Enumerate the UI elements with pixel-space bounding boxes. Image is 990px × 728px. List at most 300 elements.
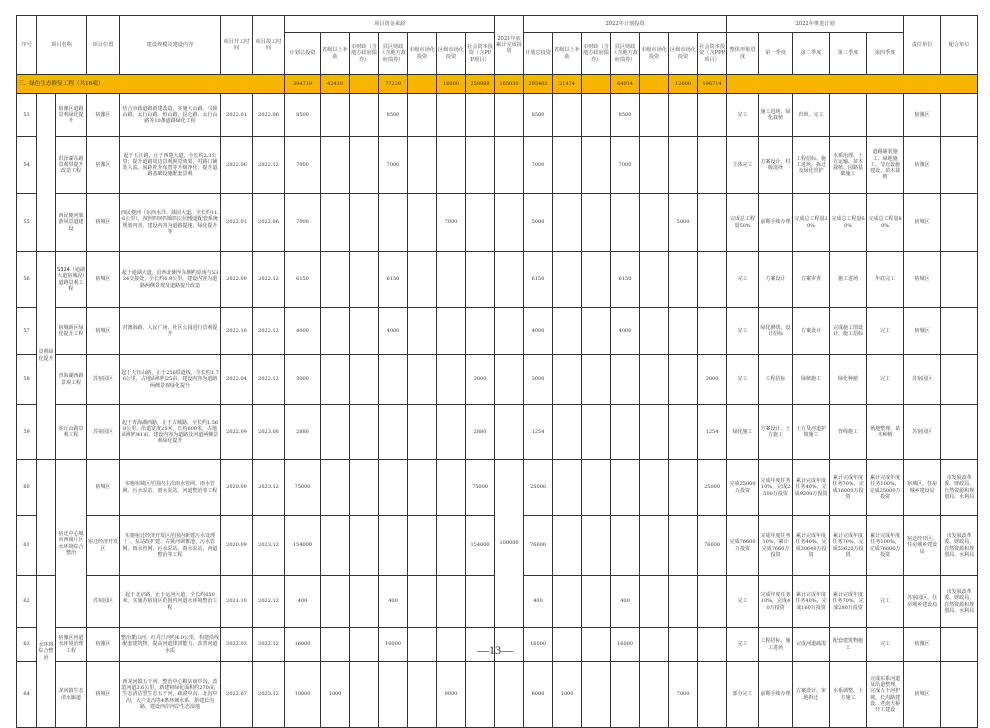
- plan-value: [582, 252, 611, 308]
- progress-overall: 完成76600万投资: [727, 516, 759, 576]
- plan-value: [698, 252, 727, 308]
- progress-overall: 完工: [727, 355, 759, 405]
- project-content: 西民便河（东西水洋、蒲园大道、全长约11.6公里），按照四环四廊四公园慢道配套系统规划内容，建设内容为道路提速、绿化提升等: [120, 194, 221, 252]
- plan-value: 8000: [524, 662, 553, 728]
- fund-value: [321, 355, 350, 405]
- plan-value: 1254: [698, 405, 727, 460]
- plan-value: [640, 516, 669, 576]
- plan-value: [582, 405, 611, 460]
- fund-value: 7000: [437, 194, 466, 252]
- fund-value: [408, 355, 437, 405]
- fund-value: [350, 252, 379, 308]
- fund-value: [350, 662, 379, 728]
- progress-q4: 场地整理、苗木种植: [867, 405, 904, 460]
- plan-value: [698, 94, 727, 137]
- progress-coop: 市发展改革委、财政局、自然资源和规划局、水利局: [941, 576, 978, 628]
- progress-q3: 水系治理、土方运输、苗木栽植、园路基础施工: [830, 137, 867, 194]
- progress-q2: 完成河道疏浚: [793, 628, 830, 662]
- fund-value: 8500: [379, 94, 408, 137]
- header-fund-col: 区级市场化投资: [437, 33, 466, 75]
- fund-value: [408, 137, 437, 194]
- header-end: 项目竣工时间: [253, 16, 285, 75]
- plan-value: [553, 516, 582, 576]
- header-plan-col: 市级市场化投资: [640, 33, 669, 75]
- plan-value: [640, 308, 669, 355]
- plan-value: [698, 308, 727, 355]
- progress-overall: 部分完工: [727, 662, 759, 728]
- progress-overall: 完工: [727, 628, 759, 662]
- progress-q4: 累计完成年度任务100%，完成76600万投资: [867, 516, 904, 576]
- progress-q4: 年底完工: [867, 252, 904, 308]
- progress-resp: 宿城区: [904, 194, 941, 252]
- project-location: 宿城区: [87, 662, 120, 728]
- fund-value: [379, 516, 408, 576]
- progress-overall: 绿化施工: [727, 405, 759, 460]
- fund-value: [408, 576, 437, 628]
- progress-q4: 完工: [867, 308, 904, 355]
- plan-value: [698, 137, 727, 194]
- done-2021: [495, 308, 524, 355]
- plan-value: 8500: [524, 94, 553, 137]
- header-fund-col: 县区财政（含地方政府债券）: [379, 33, 408, 75]
- plan-value: [611, 194, 640, 252]
- row-seq: 54: [17, 137, 37, 194]
- fund-value: 4000: [285, 308, 321, 355]
- fund-value: [321, 405, 350, 460]
- progress-q1: 工程招标: [759, 355, 793, 405]
- progress-coop: [941, 252, 978, 308]
- fund-value: [321, 194, 350, 252]
- plan-value: [582, 516, 611, 576]
- table-row: [17, 194, 978, 252]
- category-blank: [37, 460, 56, 576]
- project-content: 结合市政道路新建改造，实施大山路、马陵山路、太行山路、恒山路、昆仑路、太行山路等10条道路绿化工程: [120, 94, 221, 137]
- section-plan-total: 64014: [611, 75, 640, 94]
- progress-q3: 完成总工程量60%: [830, 194, 867, 252]
- plan-value: 5000: [524, 194, 553, 252]
- done-2021: [495, 355, 524, 405]
- start-date: 2021.10: [221, 576, 253, 628]
- plan-value: 6150: [524, 252, 553, 308]
- fund-value: [408, 94, 437, 137]
- plan-value: 16000: [524, 628, 553, 662]
- fund-value: [350, 516, 379, 576]
- row-seq: 60: [17, 460, 37, 516]
- section-plan-total: 21474: [553, 75, 582, 94]
- progress-q3: 施工进场: [830, 252, 867, 308]
- plan-value: 4000: [611, 308, 640, 355]
- progress-overall: 完成总工程量50%: [727, 194, 759, 252]
- table-row: [17, 405, 978, 460]
- progress-q3: 完成施工图设计、施工招标: [830, 308, 867, 355]
- plan-value: 4000: [524, 308, 553, 355]
- plan-value: [640, 252, 669, 308]
- section-plan-total: [582, 75, 611, 94]
- end-date: 2022.12: [253, 252, 285, 308]
- project-content: 整治董山河、红丹江河约4.9公里，构建沿线配套建筑物，提高河道排涝能力，改善河道水质: [120, 628, 221, 662]
- fund-value: [379, 405, 408, 460]
- project-name: S324（通湖大道宿城段）道路景观工程: [56, 252, 87, 308]
- fund-value: [466, 252, 495, 308]
- start-date: 2020.09: [221, 516, 253, 576]
- project-name: 宿城新区绿化提升工程: [56, 308, 87, 355]
- plan-value: [669, 355, 698, 405]
- section-blank: [727, 75, 978, 94]
- fund-value: 400: [379, 576, 408, 628]
- plan-value: 7000: [524, 137, 553, 194]
- row-seq: 53: [17, 94, 37, 137]
- project-table: [16, 15, 978, 728]
- progress-resp: 宿城区、住房城乡建设局: [904, 460, 941, 516]
- table-row: [17, 355, 978, 405]
- header-progress-col: 第四季度: [867, 33, 904, 75]
- fund-value: 4000: [379, 308, 408, 355]
- progress-coop: [941, 194, 978, 252]
- fund-value: [466, 137, 495, 194]
- done-2021: [495, 252, 524, 308]
- plan-value: 400: [524, 576, 553, 628]
- header-funding-group: 项目资金来源: [285, 16, 495, 33]
- fund-value: [321, 252, 350, 308]
- plan-value: 1000: [553, 662, 582, 728]
- start-date: 2022.09: [221, 252, 253, 308]
- progress-q4: 完成总工程量80%: [867, 194, 904, 252]
- fund-value: [437, 308, 466, 355]
- end-date: 2022.06: [253, 94, 285, 137]
- plan-value: [669, 252, 698, 308]
- category-water: 水环境综合整治: [37, 576, 56, 728]
- fund-value: 8500: [285, 94, 321, 137]
- progress-q3: 累计完成年度任务70%，完成53620万投资: [830, 516, 867, 576]
- progress-coop: [941, 355, 978, 405]
- fund-value: 154000: [285, 516, 321, 576]
- row-seq: 59: [17, 405, 37, 460]
- project-content: 起于五汪路，止于西楚大道，全长约2.3公里；提升道路周边景观视觉效果，对路口铺装人流、间距补充布置等升级净化，提升道路基础设施配套景观: [120, 137, 221, 194]
- plan-value: [640, 576, 669, 628]
- fund-value: [466, 576, 495, 628]
- plan-value: [582, 94, 611, 137]
- start-date: 2022.07: [221, 662, 253, 728]
- project-name: 青海湖西路景观工程: [56, 355, 87, 405]
- plan-value: 76600: [524, 516, 553, 576]
- plan-value: 6150: [611, 252, 640, 308]
- progress-overall: 完成25000万投资: [727, 460, 759, 516]
- end-date: 2022.12: [253, 576, 285, 628]
- header-plan-col: 社会资本投资（含PPP项目）: [698, 33, 727, 75]
- plan-value: 3000: [698, 355, 727, 405]
- progress-q4: 完成东系河道及沿道整理，完成五干河护坡，长沟路建设，老南大桥开工建设: [867, 662, 904, 728]
- plan-value: 1254: [524, 405, 553, 460]
- header-2021-done: 2021年底累计完成投资: [495, 16, 524, 75]
- start-date: 2022.01: [221, 94, 253, 137]
- fund-value: 75000: [466, 460, 495, 516]
- plan-value: [611, 516, 640, 576]
- project-content: 实施宿城区范围内主次雨水管网、雨水管网、污水泵站、雨水泵站、河道整治等工程: [120, 460, 221, 516]
- fund-value: [321, 94, 350, 137]
- fund-value: 6150: [379, 252, 408, 308]
- section-row: [17, 75, 978, 94]
- plan-value: 25000: [524, 460, 553, 516]
- header-resp: 责任单位: [904, 16, 941, 75]
- fund-value: [350, 194, 379, 252]
- plan-value: 400: [611, 576, 640, 628]
- progress-q4: [867, 94, 904, 137]
- fund-value: [350, 308, 379, 355]
- progress-resp: 宿豫区: [904, 137, 941, 194]
- fund-value: [379, 194, 408, 252]
- fund-value: [408, 405, 437, 460]
- progress-resp: 宿城区: [904, 662, 941, 728]
- plan-value: 76600: [698, 516, 727, 576]
- progress-q1: 工程招标、施工进场: [759, 628, 793, 662]
- progress-resp: 苏宿园区: [904, 405, 941, 460]
- fund-value: [350, 405, 379, 460]
- plan-value: [553, 252, 582, 308]
- project-location: 苏宿园区: [87, 576, 120, 628]
- progress-q2: 绿植施工: [793, 355, 830, 405]
- progress-resp: 宿豫区: [904, 94, 941, 137]
- fund-value: [379, 662, 408, 728]
- end-date: 2022.06: [253, 194, 285, 252]
- start-date: 2022.06: [221, 137, 253, 194]
- end-date: 2023.12: [253, 516, 285, 576]
- fund-value: 10000: [285, 662, 321, 728]
- fund-value: [408, 194, 437, 252]
- fund-value: [321, 516, 350, 576]
- row-seq: 64: [17, 662, 37, 728]
- progress-resp: 宿迁经开区、住房城乡建设局: [904, 516, 941, 576]
- section-plan-total: [640, 75, 669, 94]
- project-name: 洪泽湖东路景观带提升改造工程: [56, 137, 87, 194]
- progress-q4: 完工: [867, 628, 904, 662]
- fund-value: [466, 662, 495, 728]
- progress-coop: 市发展改革委、财政局、自然资源和规划局、水利局: [941, 460, 978, 516]
- project-location: 宿豫区: [87, 137, 120, 194]
- plan-value: [582, 460, 611, 516]
- progress-q2: 累计完成年度任务40%，完成160万投资: [793, 576, 830, 628]
- plan-value: [669, 460, 698, 516]
- table-row: [17, 308, 978, 355]
- fund-value: 9000: [437, 662, 466, 728]
- progress-q3: 累计完成年度任务70%，完成280万投资: [830, 576, 867, 628]
- plan-value: [669, 94, 698, 137]
- fund-value: [437, 405, 466, 460]
- plan-value: [553, 137, 582, 194]
- progress-q1: 施工进场、绿化栽植: [759, 94, 793, 137]
- plan-value: [582, 576, 611, 628]
- table-row: [17, 137, 978, 194]
- plan-value: [698, 194, 727, 252]
- start-date: 2022.10: [221, 308, 253, 355]
- section-plan-total: 196714: [698, 75, 727, 94]
- project-name: 龙河镇生态清水廊道: [56, 662, 87, 728]
- header-start: 项目开工时间: [221, 16, 253, 75]
- progress-q3: 水系调整、土方施工: [830, 662, 867, 728]
- done-2021: [495, 94, 524, 137]
- progress-resp: 宿豫区: [904, 628, 941, 662]
- plan-value: [640, 94, 669, 137]
- plan-value: 5000: [669, 194, 698, 252]
- plan-value: [640, 355, 669, 405]
- project-name: 宿豫区道路景观绿化提升: [56, 94, 87, 137]
- plan-value: [611, 662, 640, 728]
- fund-value: [350, 94, 379, 137]
- progress-resp: 宿城区: [904, 308, 941, 355]
- progress-coop: [941, 94, 978, 137]
- project-location: 宿豫区: [87, 628, 120, 662]
- header-plan-col: 计划总投资: [524, 33, 553, 75]
- table-row: [17, 460, 978, 516]
- table-row: [17, 662, 978, 728]
- plan-value: [611, 355, 640, 405]
- progress-q3: [830, 94, 867, 137]
- fund-value: [466, 308, 495, 355]
- header-coop: 配合单位: [941, 16, 978, 75]
- plan-value: [553, 460, 582, 516]
- header-progress-group: 2022年推进计划: [727, 16, 904, 33]
- fund-value: [321, 308, 350, 355]
- plan-value: [553, 194, 582, 252]
- fund-value: 6150: [285, 252, 321, 308]
- start-date: 2022.03: [221, 628, 253, 662]
- fund-value: [408, 460, 437, 516]
- plan-value: [669, 308, 698, 355]
- header-plan-col: 县区财政（含地方政府债券）: [611, 33, 640, 75]
- start-date: 2020.09: [221, 460, 253, 516]
- progress-resp: 苏宿园区: [904, 355, 941, 405]
- header-content: 建设规模及建设内容: [120, 16, 221, 75]
- plan-value: [640, 137, 669, 194]
- start-date: 2022.04: [221, 355, 253, 405]
- header-progress-col: 整体形象进度: [727, 33, 759, 75]
- project-content: 起于通湖大道，沿西北侧至东侧约原南与S324交接处，全长约6.9公里，建设内容为道路两侧景观及道路提升改造: [120, 252, 221, 308]
- progress-q3: 累计完成年度任务70%，完成16000万投资: [830, 460, 867, 516]
- fund-value: [408, 516, 437, 576]
- plan-value: 8500: [611, 94, 640, 137]
- progress-resp: 苏宿园区、住房城乡建设局: [904, 576, 941, 628]
- project-location: 苏宿园区: [87, 355, 120, 405]
- progress-overall: 完工: [727, 94, 759, 137]
- progress-overall: 完工: [727, 576, 759, 628]
- fund-value: [321, 460, 350, 516]
- header-2022-plan-group: 2022年计划投资: [524, 16, 727, 33]
- plan-value: [669, 516, 698, 576]
- progress-q1: 前期手续办理: [759, 662, 793, 728]
- progress-q1: 完成年度任务10%，累计完成7660万投资: [759, 516, 793, 576]
- progress-q2: 累计完成年度任务40%，完成9200万投资: [793, 460, 830, 516]
- progress-q4: 累计完成年度任务100%，完成25000万投资: [867, 460, 904, 516]
- plan-value: [611, 460, 640, 516]
- project-content: 西龙河镇五干河、整治中心粮店南中沟，改造河道3.6公里，新建和绿化面积约270亩，生态清洁型生态五干河，疏浚中沟、北沟中沟，大户支沟等4条环城水系，新建长沟路，建设西岸河岸生态湿地: [120, 662, 221, 728]
- header-fund-col: 市级市场化投资: [408, 33, 437, 75]
- section-fund-total: 258989: [466, 75, 495, 94]
- progress-overall: 完工: [727, 252, 759, 308]
- table-row: [17, 252, 978, 308]
- done-2021: 100000: [495, 460, 524, 628]
- project-location: 宿豫区: [87, 94, 120, 137]
- progress-q2: 工程招标、施工进场，拆迁及绿化管护: [793, 137, 830, 194]
- project-location: 宿城区: [87, 252, 120, 308]
- progress-overall: 完工: [727, 308, 759, 355]
- fund-value: 1000: [321, 662, 350, 728]
- project-location: 宿城区: [87, 460, 120, 516]
- row-seq: 62: [17, 576, 37, 628]
- end-date: 2023.08: [253, 405, 285, 460]
- fund-value: [379, 460, 408, 516]
- fund-value: 7000: [285, 194, 321, 252]
- plan-value: 7000: [611, 137, 640, 194]
- end-date: 2023.12: [253, 662, 285, 728]
- fund-value: [350, 576, 379, 628]
- progress-coop: [941, 137, 978, 194]
- progress-q1: 完成年度任务10%，完成40万投资: [759, 576, 793, 628]
- progress-q2: 完成总工程量20%: [793, 194, 830, 252]
- fund-value: 3000: [285, 355, 321, 405]
- project-location: 宿迁经济开发区: [87, 516, 120, 576]
- plan-value: [582, 194, 611, 252]
- plan-value: [669, 576, 698, 628]
- fund-value: [408, 252, 437, 308]
- section-2021-done: 165030: [495, 75, 524, 94]
- progress-q2: 方案设计: [793, 308, 830, 355]
- fund-value: [466, 94, 495, 137]
- progress-coop: [941, 308, 978, 355]
- header-plan-col: 市财政（含地方政府债券）: [582, 33, 611, 75]
- progress-q2: 土方及河道护坡施工: [793, 405, 830, 460]
- category-landscape: 景观绿化提升: [37, 252, 56, 460]
- plan-value: [553, 576, 582, 628]
- plan-value: [669, 137, 698, 194]
- project-content: 起于青海湖西路，止于古城路，全长约1.568公里，沿道宽度20米，长约600米，占地面积约41亩，建设内容为道路及河道两侧景观绿化提升: [120, 405, 221, 460]
- start-date: 2022.09: [221, 405, 253, 460]
- progress-q1: 完成年度任务10%，完成2500万投资: [759, 460, 793, 516]
- progress-q2: 累计完成年度任务40%，完成30640万投资: [793, 516, 830, 576]
- progress-q3: 绿化种植: [830, 355, 867, 405]
- fund-value: 154000: [466, 516, 495, 576]
- plan-value: [640, 405, 669, 460]
- progress-q1: 绿化修缮、设计招标: [759, 308, 793, 355]
- plan-value: [553, 405, 582, 460]
- section-fund-total: [408, 75, 437, 94]
- row-seq: 56: [17, 252, 37, 308]
- fund-value: [350, 137, 379, 194]
- plan-value: [582, 355, 611, 405]
- fund-value: [437, 460, 466, 516]
- plan-value: [698, 662, 727, 728]
- progress-resp: 宿城区: [904, 252, 941, 308]
- progress-q2: 归坝、完工: [793, 94, 830, 137]
- progress-q1: 方案设计: [759, 252, 793, 308]
- end-date: 2023.12: [253, 460, 285, 516]
- fund-value: 7000: [285, 137, 321, 194]
- header-fund-col: 计划总投资: [285, 33, 321, 75]
- plan-value: [553, 355, 582, 405]
- header-name: 项目名称: [37, 16, 87, 75]
- plan-value: 16000: [611, 628, 640, 662]
- plan-value: [553, 94, 582, 137]
- project-location: 宿城区: [87, 308, 120, 355]
- fund-value: [466, 194, 495, 252]
- progress-q3: 管线施工: [830, 405, 867, 460]
- progress-q1: 前期手续办理: [759, 194, 793, 252]
- fund-value: 7000: [379, 137, 408, 194]
- section-plan-total: 12600: [669, 75, 698, 94]
- table-row: [17, 94, 978, 137]
- section-plan-total: 295402: [524, 75, 553, 94]
- row-seq: 55: [17, 194, 37, 252]
- plan-value: 3000: [524, 355, 553, 405]
- section-fund-total: [350, 75, 379, 94]
